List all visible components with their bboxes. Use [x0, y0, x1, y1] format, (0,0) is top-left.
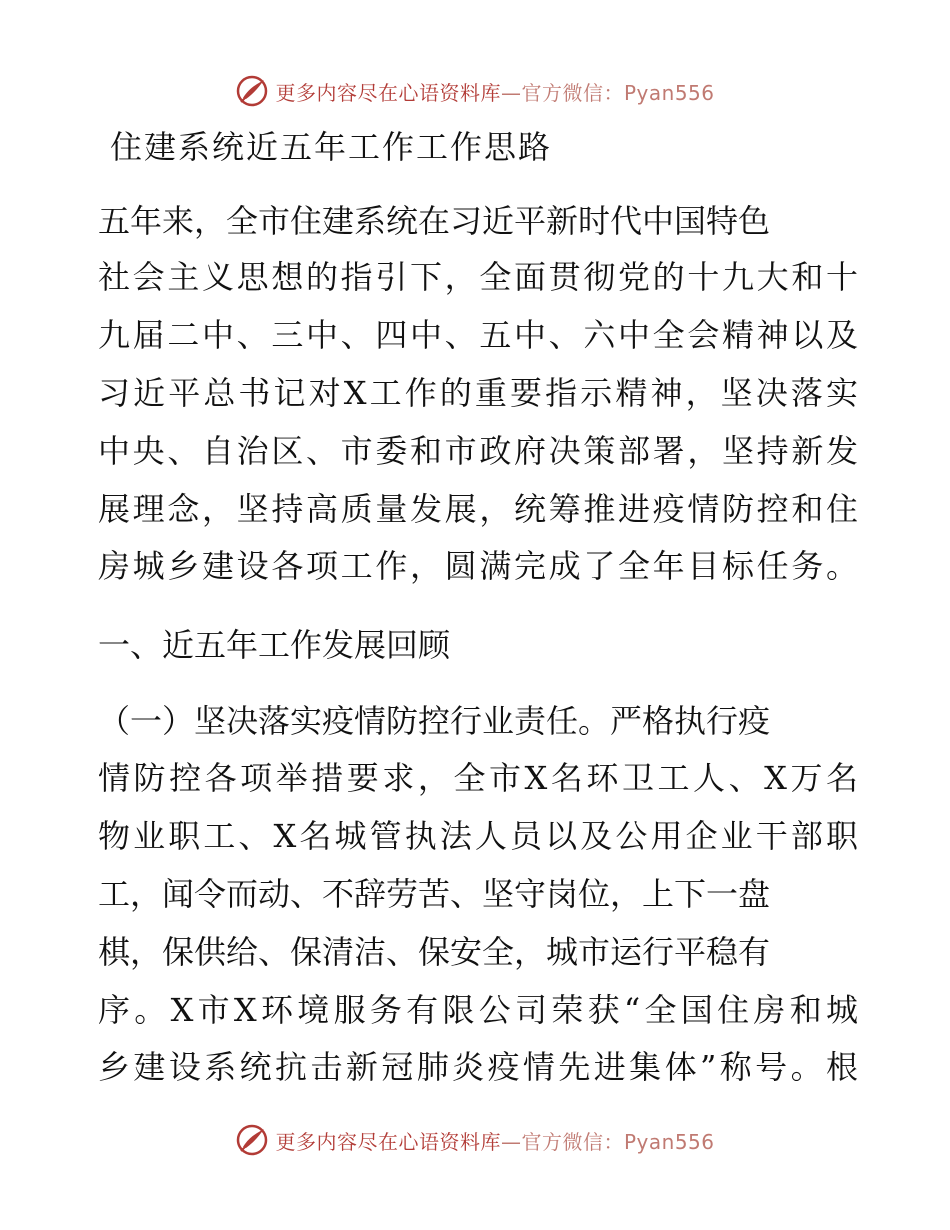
- section-line: 棋，保供给、保清洁、保安全，城市运行平稳有: [98, 933, 771, 971]
- intro-line: 五年来，全市住建系统在习近平新时代中国特色: [98, 202, 771, 240]
- watermark-top: [0, 71, 950, 111]
- intro-line: 中央、自治区、市委和市政府决策部署，坚持新发: [98, 432, 858, 470]
- watermark-separator: —官方微信：: [500, 80, 624, 105]
- section-line: （一）坚决落实疫情防控行业责任。严格执行疫: [98, 702, 771, 740]
- intro-line: 社会主义思想的指引下，全面贯彻党的十九大和十: [98, 258, 858, 296]
- quill-seal-icon: [235, 74, 269, 108]
- intro-line: 展理念，坚持高质量发展，统筹推进疫情防控和住: [98, 490, 858, 528]
- watermark-main: 更多内容尽在心语资料库: [275, 1129, 501, 1154]
- watermark-separator: —官方微信：: [500, 1129, 624, 1154]
- section-heading: 一、近五年工作发展回顾: [98, 626, 451, 664]
- watermark-main: 更多内容尽在心语资料库: [275, 80, 501, 105]
- section-line: 乡建设系统抗击新冠肺炎疫情先进集体”称号。根: [98, 1048, 858, 1086]
- intro-line: 习近平总书记对X工作的重要指示精神，坚决落实: [98, 374, 858, 412]
- page-title: 住建系统近五年工作工作思路: [110, 128, 553, 166]
- watermark-id: Pyan556: [623, 1129, 715, 1154]
- section-line: 物业职工、X名城管执法人员以及公用企业干部职: [98, 817, 858, 855]
- watermark-id: Pyan556: [623, 80, 715, 105]
- watermark-bottom: [0, 1120, 950, 1160]
- watermark-text: [275, 77, 714, 106]
- intro-line: 九届二中、三中、四中、五中、六中全会精神以及: [98, 316, 858, 354]
- intro-line: 房城乡建设各项工作，圆满完成了全年目标任务。: [98, 547, 858, 585]
- watermark-text: [275, 1126, 714, 1155]
- section-line: 工，闻令而动、不辞劳苦、坚守岗位，上下一盘: [98, 875, 771, 913]
- section-line: 序。X市X环境服务有限公司荣获“全国住房和城: [98, 991, 858, 1029]
- section-line: 情防控各项举措要求，全市X名环卫工人、X万名: [98, 759, 858, 797]
- quill-seal-icon: [235, 1123, 269, 1157]
